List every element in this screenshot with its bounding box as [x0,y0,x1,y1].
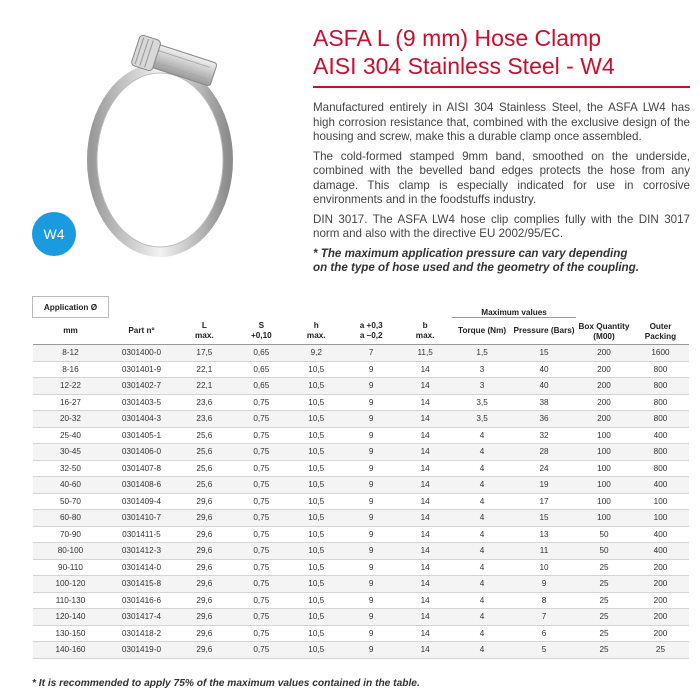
a-cell: 9 [344,394,398,411]
title-divider [313,86,690,88]
l-cell: 29,6 [174,526,234,543]
table-row [33,625,690,642]
part-no-cell: 0301415-8 [108,576,174,593]
outer-packing-cell: 400 [632,526,689,543]
torque-cell: 4 [452,592,512,609]
s-cell: 0,65 [234,345,288,362]
h-sub: max. [306,330,326,340]
a-cell: 9 [344,378,398,395]
box-qty-label: Box Quantity [578,322,630,331]
pressure-header: Pressure (Bars) [512,318,576,345]
s-label: S [258,320,265,330]
box-qty-cell: 25 [576,642,632,659]
a-cell: 9 [344,427,398,444]
s-cell: 0,75 [234,625,288,642]
h-cell: 10,5 [288,625,344,642]
mm-cell: 12-22 [33,378,109,395]
box-qty-cell: 50 [576,543,632,560]
torque-cell: 4 [452,625,512,642]
table-row [33,477,690,494]
part-no-cell: 0301406-0 [108,444,174,461]
box-qty-cell: 200 [576,345,632,362]
b-cell: 14 [398,460,452,477]
torque-cell: 4 [452,559,512,576]
table-row [33,510,690,527]
h-cell: 10,5 [288,609,344,626]
hose-clamp-image [85,20,235,260]
part-no-cell: 0301418-2 [108,625,174,642]
h-cell: 10,5 [288,526,344,543]
a-label: a +0,3 [359,320,383,330]
box-qty-cell: 25 [576,576,632,593]
description-paragraph: Manufactured entirely in AISI 304 Stainless Steel, the ASFA LW4 has high corrosion resistance that, combined with the exclusive design of the housing and screw, make this a durable clamp once assembled. [313,101,690,143]
a-cell: 9 [344,510,398,527]
part-no-cell: 0301409-4 [108,493,174,510]
pressure-cell: 7 [512,609,576,626]
s-cell: 0,65 [234,361,288,378]
torque-cell: 4 [452,642,512,659]
spec-table [32,296,689,659]
part-no-cell: 0301412-3 [108,543,174,560]
l-cell: 22,1 [174,361,234,378]
a-cell: 9 [344,444,398,461]
part-no-cell: 0301408-6 [108,477,174,494]
h-cell: 10,5 [288,559,344,576]
s-cell: 0,75 [234,559,288,576]
a-sub: a –0,2 [359,330,383,340]
box-qty-cell: 100 [576,477,632,494]
s-cell: 0,75 [234,444,288,461]
torque-cell: 3 [452,378,512,395]
part-no-cell: 0301402-7 [108,378,174,395]
pressure-cell: 5 [512,642,576,659]
outer-packing-cell: 100 [632,493,689,510]
pressure-cell: 15 [512,510,576,527]
pressure-cell: 24 [512,460,576,477]
pressure-cell: 32 [512,427,576,444]
box-qty-cell: 100 [576,427,632,444]
pressure-cell: 28 [512,444,576,461]
torque-cell: 4 [452,609,512,626]
l-cell: 29,6 [174,559,234,576]
pressure-cell: 40 [512,378,576,395]
mm-header: mm [33,318,109,345]
s-cell: 0,75 [234,526,288,543]
footnote: * It is recommended to apply 75% of the maximum values contained in the table. [32,678,420,689]
table-row [33,345,690,362]
b-cell: 11,5 [398,345,452,362]
l-cell: 25,6 [174,460,234,477]
torque-cell: 4 [452,477,512,494]
box-qty-cell: 25 [576,559,632,576]
pressure-note-line-1: * The maximum application pressure can vary depending [313,246,628,260]
table-row [33,526,690,543]
box-qty-header [576,297,632,345]
h-cell: 10,5 [288,493,344,510]
b-cell: 14 [398,493,452,510]
outer-packing-label: Outer [649,322,672,331]
mm-cell: 140-160 [33,642,109,659]
s-cell: 0,75 [234,642,288,659]
b-cell: 14 [398,526,452,543]
title-line-1: ASFA L (9 mm) Hose Clamp [313,25,602,51]
a-header [344,318,398,345]
torque-cell: 4 [452,543,512,560]
table-row [33,493,690,510]
mm-cell: 70-90 [33,526,109,543]
box-qty-cell: 100 [576,444,632,461]
torque-cell: 3,5 [452,394,512,411]
spec-table-body [33,345,690,659]
torque-cell: 4 [452,493,512,510]
box-qty-sub: (M00) [593,332,615,341]
part-header: Part nº [108,318,174,345]
a-cell: 9 [344,411,398,428]
part-no-cell: 0301416-6 [108,592,174,609]
h-header [288,318,344,345]
part-no-cell: 0301404-3 [108,411,174,428]
part-no-cell: 0301414-0 [108,559,174,576]
a-cell: 9 [344,543,398,560]
pressure-cell: 15 [512,345,576,362]
description-paragraph: The cold-formed stamped 9mm band, smoothed on the underside, combined with the bevelled band edges protects the hose from any damage. This clamp is especially indicated for use in corrosive environments and in the foodstuffs industry. [313,149,690,206]
b-cell: 14 [398,625,452,642]
s-cell: 0,65 [234,378,288,395]
l-header [174,318,234,345]
h-label: h [313,320,319,330]
pressure-cell: 9 [512,576,576,593]
mm-cell: 110-130 [33,592,109,609]
s-cell: 0,75 [234,543,288,560]
part-no-cell: 0301403-5 [108,394,174,411]
pressure-cell: 13 [512,526,576,543]
h-cell: 10,5 [288,510,344,527]
outer-packing-cell: 800 [632,361,689,378]
product-description [313,101,690,276]
l-cell: 29,6 [174,510,234,527]
pressure-note-line-2: on the type of hose used and the geometry of the coupling. [313,261,639,274]
b-cell: 14 [398,477,452,494]
table-row [33,609,690,626]
outer-packing-header [632,297,689,345]
h-cell: 10,5 [288,460,344,477]
table-row [33,394,690,411]
b-cell: 14 [398,609,452,626]
pressure-cell: 38 [512,394,576,411]
table-row [33,592,690,609]
mm-cell: 8-12 [33,345,109,362]
box-qty-cell: 25 [576,592,632,609]
s-cell: 0,75 [234,510,288,527]
s-cell: 0,75 [234,493,288,510]
a-cell: 9 [344,609,398,626]
h-cell: 10,5 [288,378,344,395]
b-cell: 14 [398,378,452,395]
box-qty-cell: 100 [576,460,632,477]
h-cell: 10,5 [288,477,344,494]
table-row [33,361,690,378]
b-cell: 14 [398,394,452,411]
outer-packing-cell: 200 [632,609,689,626]
title-line-2: AISI 304 Stainless Steel - W4 [313,53,615,79]
torque-cell: 3,5 [452,411,512,428]
mm-cell: 16-27 [33,394,109,411]
s-header [234,318,288,345]
torque-cell: 4 [452,526,512,543]
box-qty-cell: 200 [576,394,632,411]
b-cell: 14 [398,576,452,593]
mm-cell: 30-45 [33,444,109,461]
l-label: L [201,320,207,330]
outer-packing-cell: 200 [632,576,689,593]
outer-packing-cell: 800 [632,411,689,428]
b-cell: 14 [398,543,452,560]
mm-cell: 120-140 [33,609,109,626]
b-cell: 14 [398,427,452,444]
part-no-cell: 0301417-4 [108,609,174,626]
h-cell: 10,5 [288,411,344,428]
l-cell: 29,6 [174,543,234,560]
mm-cell: 60-80 [33,510,109,527]
b-cell: 14 [398,642,452,659]
table-row [33,543,690,560]
outer-packing-cell: 800 [632,460,689,477]
outer-packing-cell: 25 [632,642,689,659]
mm-cell: 80-100 [33,543,109,560]
description-paragraph: DIN 3017. The ASFA LW4 hose clip complies fully with the DIN 3017 norm and also with the directive EU 2002/95/EC. [313,212,690,240]
application-header: Application Ø [33,297,109,318]
box-qty-cell: 100 [576,510,632,527]
a-cell: 9 [344,625,398,642]
b-sub: max. [415,330,435,340]
l-cell: 29,6 [174,592,234,609]
a-cell: 9 [344,559,398,576]
outer-packing-cell: 800 [632,378,689,395]
part-no-cell: 0301410-7 [108,510,174,527]
b-header [398,318,452,345]
a-cell: 9 [344,642,398,659]
mm-cell: 25-40 [33,427,109,444]
l-sub: max. [195,330,214,340]
h-cell: 10,5 [288,444,344,461]
torque-cell: 4 [452,576,512,593]
l-cell: 23,6 [174,411,234,428]
torque-cell: 3 [452,361,512,378]
outer-packing-cell: 200 [632,592,689,609]
outer-packing-cell: 400 [632,543,689,560]
box-qty-cell: 200 [576,411,632,428]
pressure-cell: 11 [512,543,576,560]
l-cell: 25,6 [174,444,234,461]
l-cell: 29,6 [174,625,234,642]
pressure-cell: 19 [512,477,576,494]
h-cell: 10,5 [288,361,344,378]
max-values-header: Maximum values [452,297,576,318]
outer-packing-cell: 200 [632,559,689,576]
table-row [33,411,690,428]
table-row [33,642,690,659]
a-cell: 9 [344,592,398,609]
b-label: b [422,320,428,330]
torque-cell: 1,5 [452,345,512,362]
pressure-cell: 40 [512,361,576,378]
s-sub: +0,10 [250,330,272,340]
outer-packing-sub: Packing [644,332,677,341]
l-cell: 22,1 [174,378,234,395]
h-cell: 10,5 [288,576,344,593]
outer-packing-cell: 400 [632,427,689,444]
torque-cell: 4 [452,444,512,461]
mm-cell: 8-16 [33,361,109,378]
table-row [33,378,690,395]
s-cell: 0,75 [234,394,288,411]
part-no-cell: 0301405-1 [108,427,174,444]
pressure-cell: 17 [512,493,576,510]
box-qty-cell: 200 [576,361,632,378]
s-cell: 0,75 [234,477,288,494]
table-row [33,427,690,444]
a-cell: 9 [344,361,398,378]
b-cell: 14 [398,510,452,527]
h-cell: 10,5 [288,642,344,659]
torque-cell: 4 [452,510,512,527]
b-cell: 14 [398,361,452,378]
h-cell: 10,5 [288,427,344,444]
mm-cell: 20-32 [33,411,109,428]
s-cell: 0,75 [234,411,288,428]
h-cell: 9,2 [288,345,344,362]
s-cell: 0,75 [234,427,288,444]
table-row [33,576,690,593]
a-cell: 9 [344,460,398,477]
box-qty-cell: 50 [576,526,632,543]
a-cell: 7 [344,345,398,362]
box-qty-cell: 200 [576,378,632,395]
box-qty-cell: 100 [576,493,632,510]
h-cell: 10,5 [288,394,344,411]
s-cell: 0,75 [234,592,288,609]
outer-packing-cell: 1600 [632,345,689,362]
part-no-cell: 0301407-8 [108,460,174,477]
page-title [313,24,615,80]
b-cell: 14 [398,444,452,461]
l-cell: 29,6 [174,576,234,593]
s-cell: 0,75 [234,460,288,477]
pressure-note [313,247,690,276]
l-cell: 29,6 [174,493,234,510]
s-cell: 0,75 [234,609,288,626]
part-no-cell: 0301400-0 [108,345,174,362]
torque-cell: 4 [452,460,512,477]
mm-cell: 90-110 [33,559,109,576]
outer-packing-cell: 800 [632,444,689,461]
b-cell: 14 [398,411,452,428]
box-qty-cell: 25 [576,625,632,642]
b-cell: 14 [398,592,452,609]
outer-packing-cell: 800 [632,394,689,411]
a-cell: 9 [344,477,398,494]
l-cell: 17,5 [174,345,234,362]
mm-cell: 100-120 [33,576,109,593]
h-cell: 10,5 [288,543,344,560]
h-cell: 10,5 [288,592,344,609]
a-cell: 9 [344,576,398,593]
l-cell: 29,6 [174,642,234,659]
pressure-cell: 6 [512,625,576,642]
part-no-cell: 0301411-5 [108,526,174,543]
b-cell: 14 [398,559,452,576]
table-row [33,460,690,477]
l-cell: 25,6 [174,477,234,494]
torque-cell: 4 [452,427,512,444]
pressure-cell: 8 [512,592,576,609]
l-cell: 23,6 [174,394,234,411]
pressure-cell: 36 [512,411,576,428]
outer-packing-cell: 200 [632,625,689,642]
pressure-cell: 10 [512,559,576,576]
mm-cell: 50-70 [33,493,109,510]
mm-cell: 32-50 [33,460,109,477]
s-cell: 0,75 [234,576,288,593]
table-row [33,559,690,576]
a-cell: 9 [344,526,398,543]
outer-packing-cell: 100 [632,510,689,527]
mm-cell: 130-150 [33,625,109,642]
l-cell: 25,6 [174,427,234,444]
outer-packing-cell: 400 [632,477,689,494]
mm-cell: 40-60 [33,477,109,494]
table-row [33,444,690,461]
l-cell: 29,6 [174,609,234,626]
part-no-cell: 0301401-9 [108,361,174,378]
box-qty-cell: 25 [576,609,632,626]
w4-badge: W4 [32,212,76,256]
torque-header: Torque (Nm) [452,318,512,345]
part-no-cell: 0301419-0 [108,642,174,659]
a-cell: 9 [344,493,398,510]
